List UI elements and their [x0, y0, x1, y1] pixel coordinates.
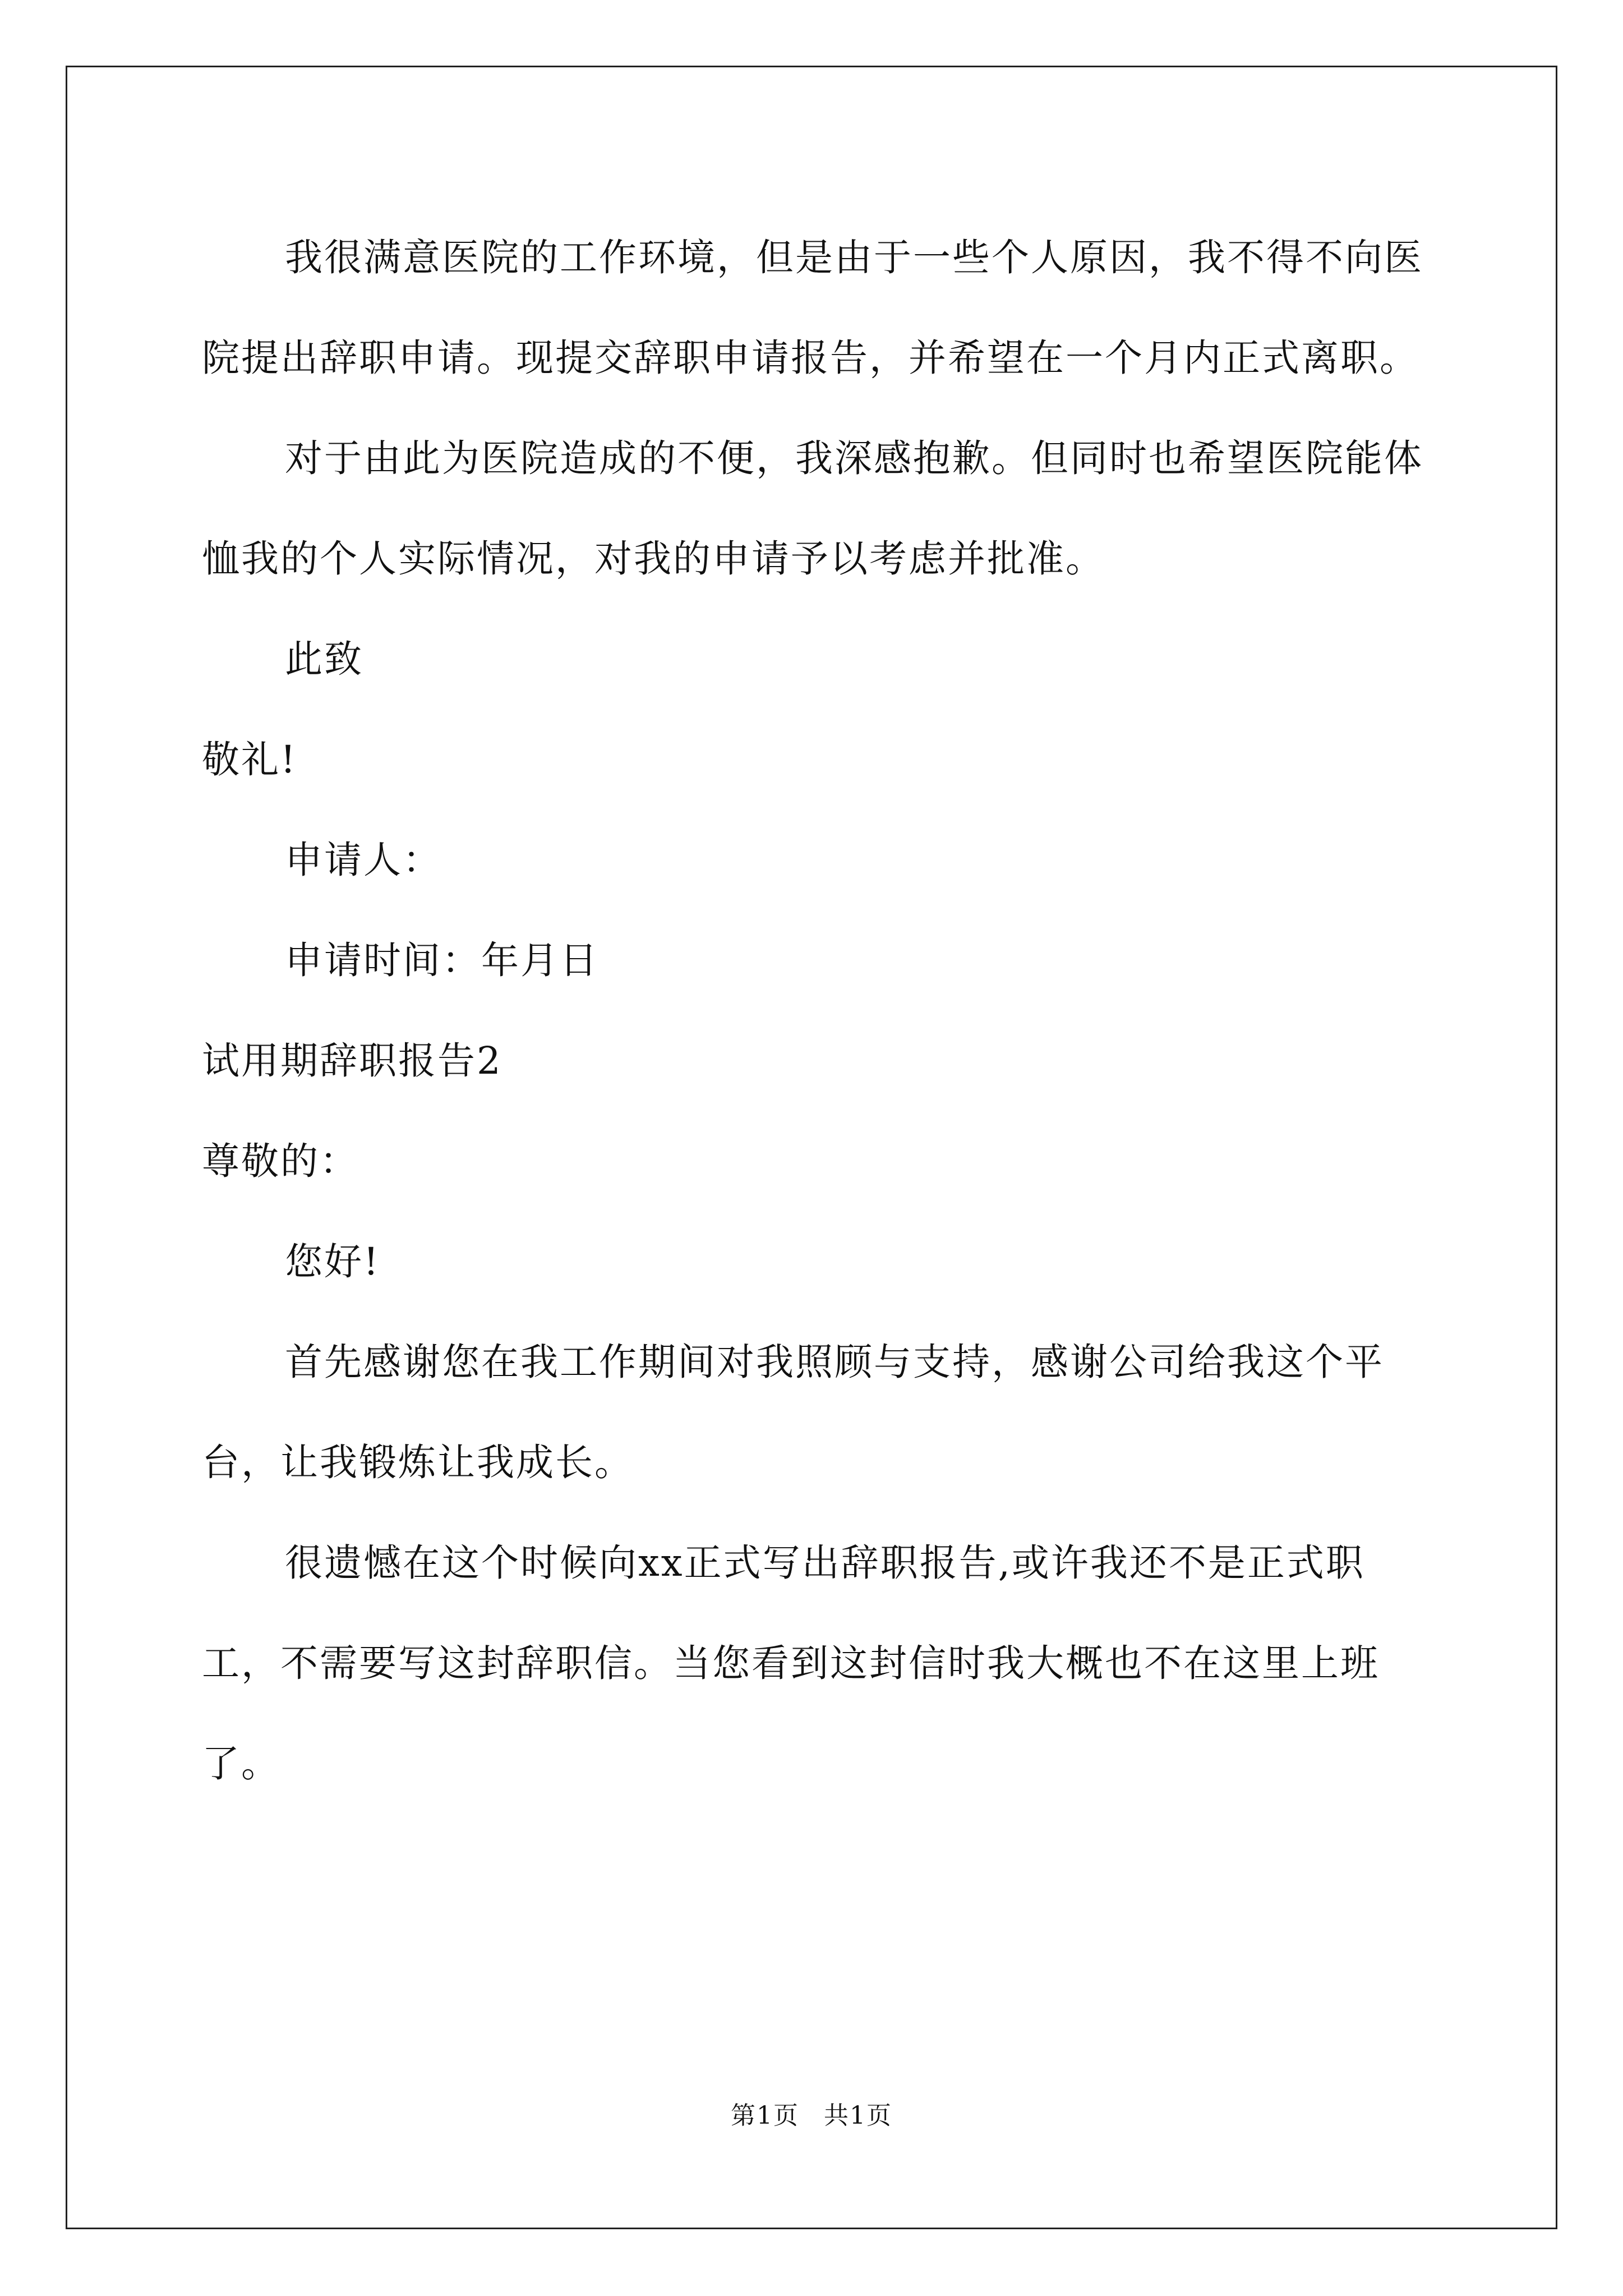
paragraph: 我很满意医院的工作环境，但是由于一些个人原因，我不得不向医院提出辞职申请。现提交辞职申请报告，并希望在一个月内正式离职。 — [202, 236, 1423, 380]
page-footer — [0, 2095, 1623, 2131]
page-number: 第1页 — [731, 2101, 799, 2130]
date-line: 申请时间：年月日 — [285, 938, 599, 982]
greeting: 您好! — [285, 1240, 380, 1283]
page-total: 共1页 — [824, 2101, 892, 2130]
paragraph: 对于由此为医院造成的不便，我深感抱歉。但同时也希望医院能体恤我的个人实际情况，对我的申请予以考虑并批准。 — [202, 436, 1423, 581]
greeting-recipient: 尊敬的： — [202, 1139, 359, 1183]
paragraph: 首先感谢您在我工作期间对我照顾与支持，感谢公司给我这个平台，让我锻炼让我成长。 — [202, 1340, 1384, 1484]
paragraph: 很遗憾在这个时候向xx正式写出辞职报告,或许我还不是正式职工，不需要写这封辞职信。当您看到这封信时我大概也不在这里上班了。 — [202, 1541, 1380, 1786]
document-body — [202, 208, 1436, 1814]
closing-salutation: 此致 — [285, 637, 363, 681]
section-title: 试用期辞职报告2 — [202, 1039, 502, 1083]
closing-regards: 敬礼! — [202, 738, 297, 781]
applicant-line: 申请人： — [285, 838, 442, 882]
